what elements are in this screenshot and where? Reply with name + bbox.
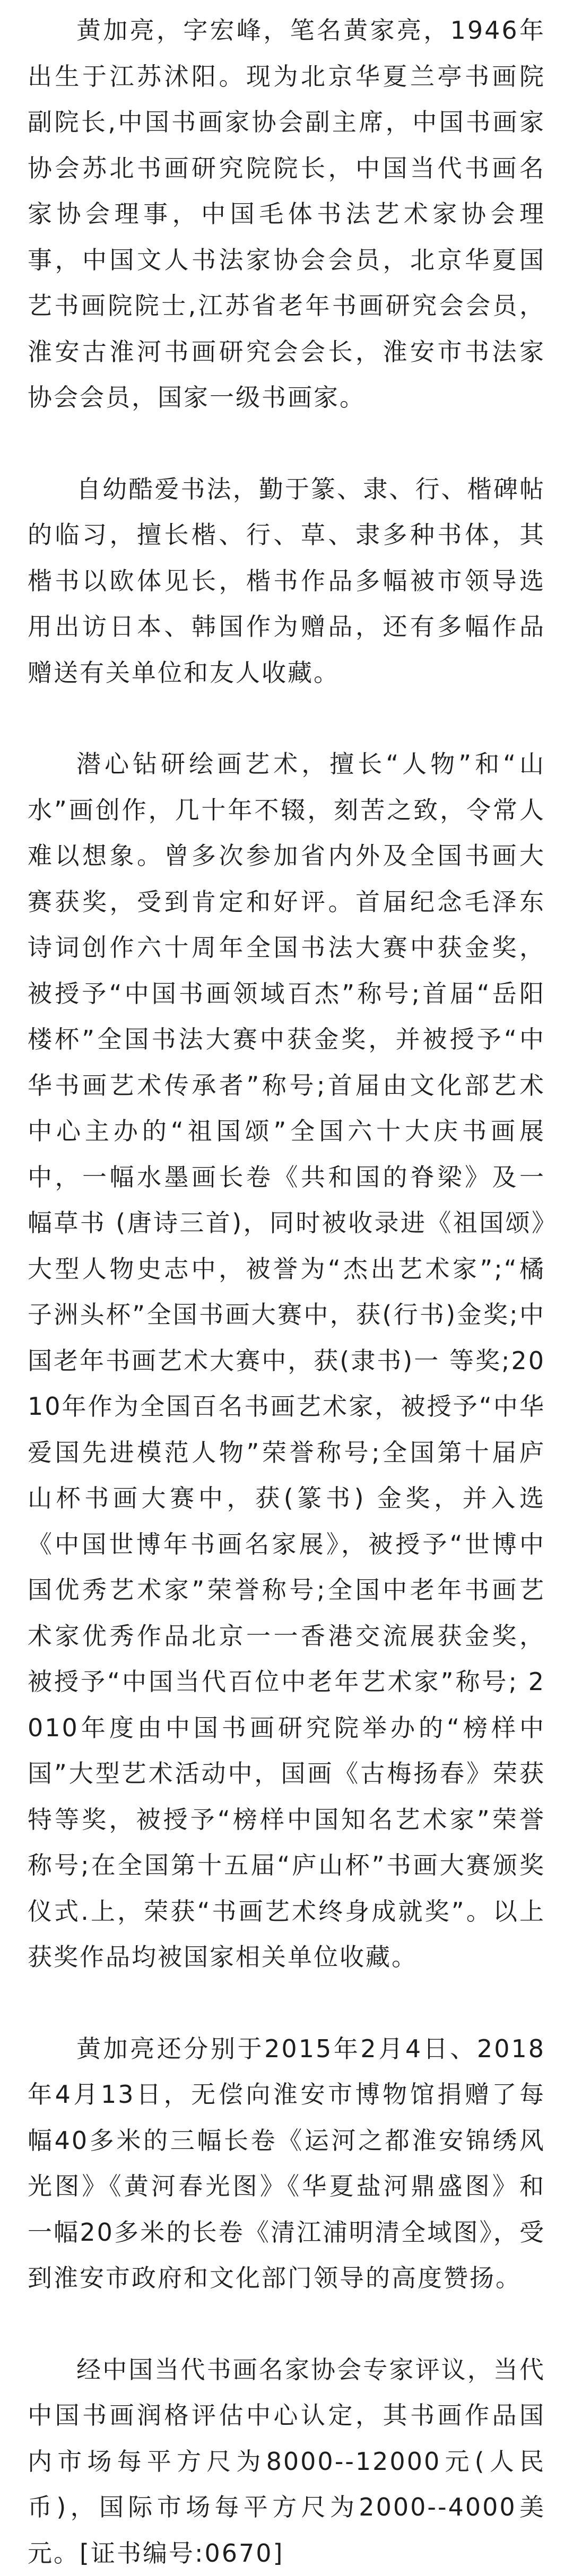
paragraph-biography-intro: 黄加亮，字宏峰，笔名黄家亮，1946年出生于江苏沭阳。现为北京华夏兰亭书画院副院长,中国书画家协会副主席，中国书画家协会苏北书画研究院院长，中国当代书画名家协会理事，中国毛体书法艺术家协会理事，中国文人书法家协会会员，北京华夏国艺书画院院士,江苏省老年书画研究会会员，淮安古淮河书画研究会会长，淮安市书法家协会会员，国家一级书画家。 [28, 7, 545, 421]
paragraph-market-valuation: 经中国当代书画名家协会专家评议，当代中国书画润格评估中心认定，其书画作品国内市场每平方尺为8000--12000元(人民币)，国际市场每平方尺为2000--4000美元。[证书编号:0670] [28, 2347, 545, 2576]
paragraph-donations: 黄加亮还分别于2015年2月4日、2018年4月13日，无偿向淮安市博物馆捐赠了每幅40多米的三幅长卷《运河之都淮安锦绣风光图》《黄河春光图》《华夏盐河鼎盛图》和一幅20多米的长卷《清江浦明清全域图》，受到淮安市政府和文化部门领导的高度赞扬。 [28, 2026, 545, 2301]
paragraph-calligraphy: 自幼酷爱书法，勤于篆、隶、行、楷碑帖的临习，擅长楷、行、草、隶多种书体，其楷书以欧体见长，楷书作品多幅被市领导选用出访日本、韩国作为赠品，还有多幅作品赠送有关单位和友人收藏。 [28, 466, 545, 696]
paragraph-painting-awards: 潜心钻研绘画艺术，擅长“人物”和“山水”画创作，几十年不辍，刻苦之致，令常人难以想象。曾多次参加省内外及全国书画大赛获奖，受到肯定和好评。首届纪念毛泽东诗词创作六十周年全国书法大赛中获金奖，被授予“中国书画领域百杰”称号;首届“岳阳楼杯”全国书法大赛中获金奖，并被授予“中华书画艺术传承者”称号;首届由文化部艺术中心主办的“祖国颂”全国六十大庆书画展中，一幅水墨画长卷《共和国的脊梁》及一幅草书 (唐诗三首)，同时被收录进《祖国颂》大型人物史志中，被誉为“杰出艺术家”;“橘子洲头杯”全国书画大赛中，获(行书)金奖;中国老年书画艺术大赛中，获(隶书)一 等奖;2010年作为全国百名书画艺术家，被授予“中华爱国先进模范人物”荣誉称号;全国第十届庐山杯书画大赛中，获(篆书) 金奖，并入选《中国世博年书画名家展》，被授予“世博中国优秀艺术家”荣誉称号;全国中老年书画艺术家优秀作品北京一一香港交流展获金奖，被授予“中国当代百位中老年艺术家”称号; 2010年度由中国书画研究院举办的“榜样中国”大型艺术活动中，国画《古梅扬春》荣获特等奖，被授予“榜样中国知名艺术家”荣誉称号;在全国第十五届“庐山杯”书画大赛颁奖仪式.上，荣获“书画艺术终身成就奖”。以上获奖作品均被国家相关单位收藏。 [28, 741, 545, 1980]
